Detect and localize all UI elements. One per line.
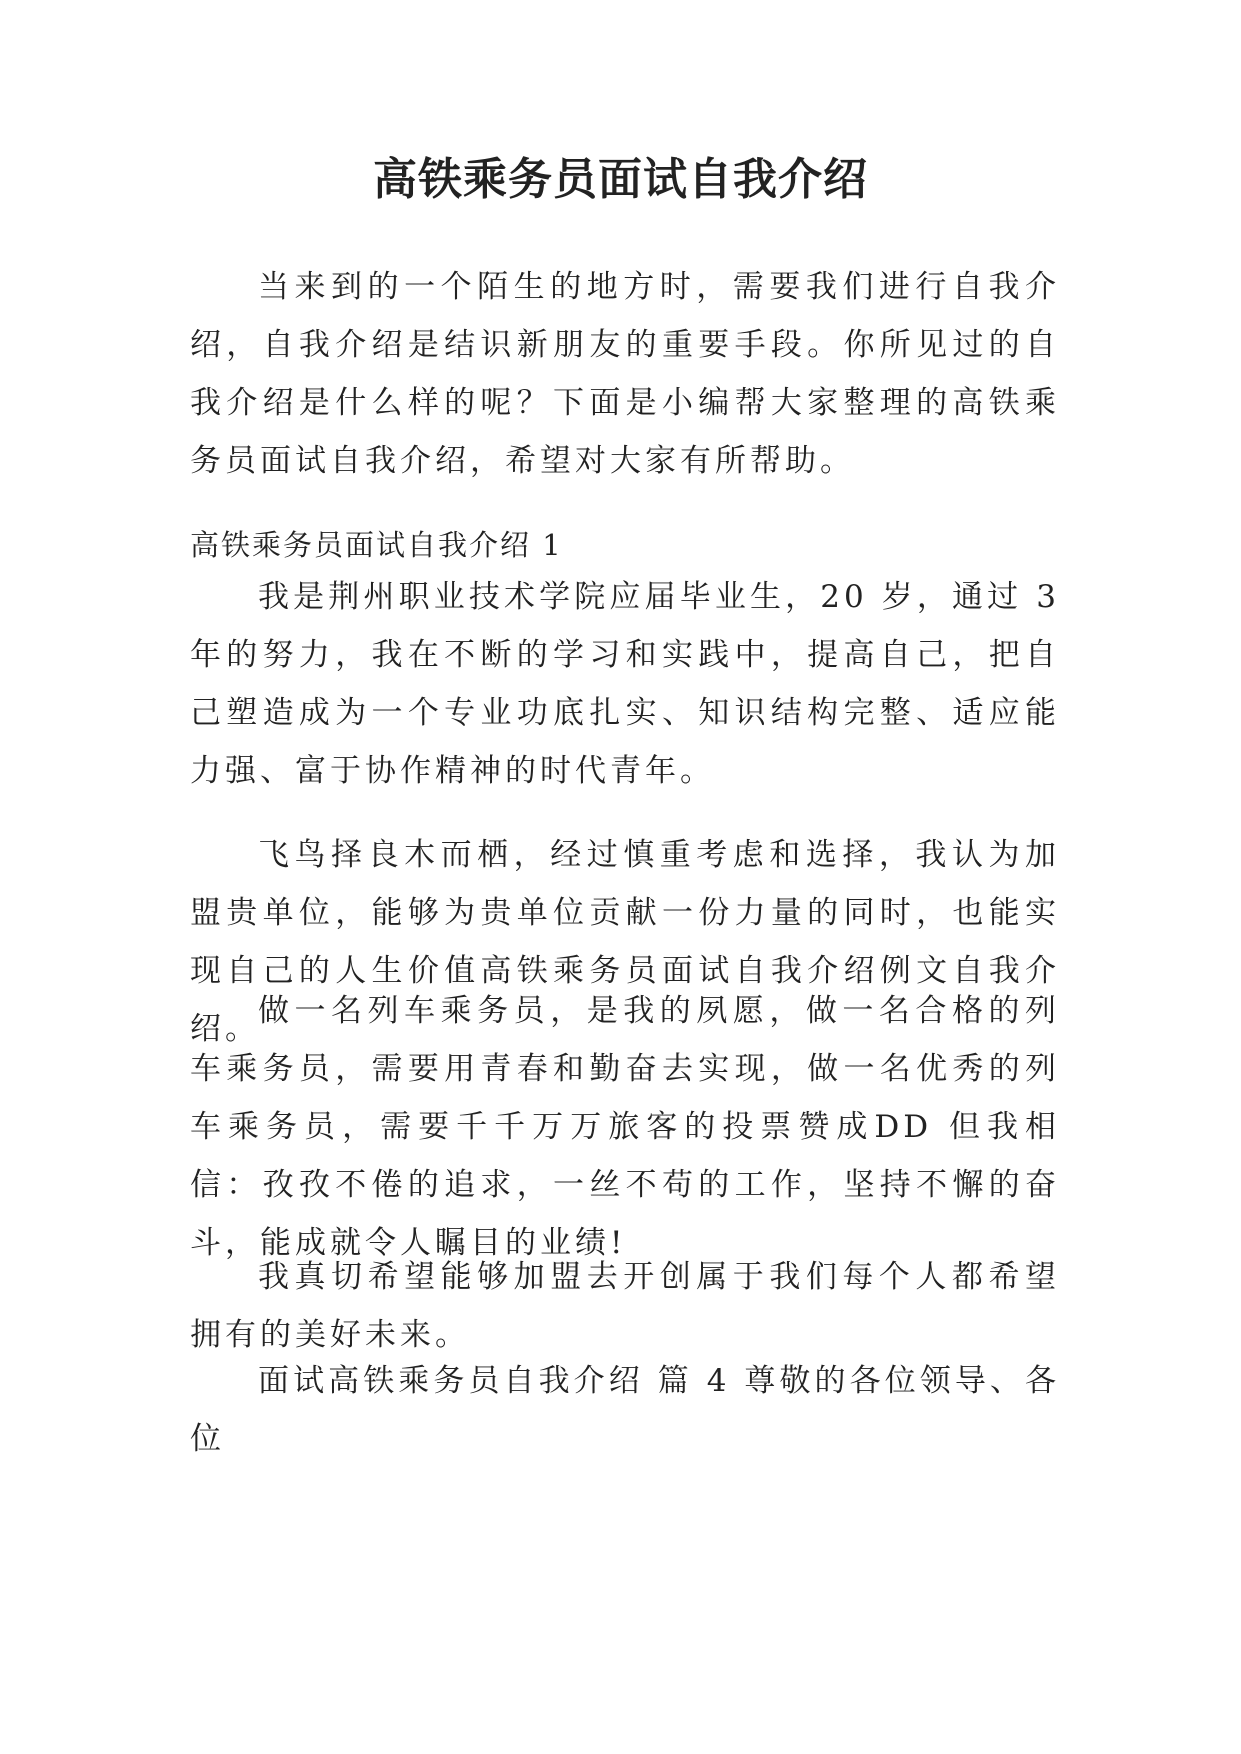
document-title: 高铁乘务员面试自我介绍: [373, 154, 868, 205]
paragraph-2: 飞鸟择良木而栖，经过慎重考虑和选择，我认为加盟贵单位，能够为贵单位贡献一份力量的同时，也能实现自己的人生价值高铁乘务员面试自我介绍例文自我介绍。: [190, 837, 1060, 1047]
paragraph-4: 我真切希望能够加盟去开创属于我们每个人都希望拥有的美好未来。: [190, 1259, 1060, 1353]
paragraph-5: 面试高铁乘务员自我介绍 篇 4 尊敬的各位领导、各位: [190, 1363, 1060, 1457]
intro-paragraph: 当来到的一个陌生的地方时，需要我们进行自我介绍，自我介绍是结识新朋友的重要手段。你所见过的自我介绍是什么样的呢？下面是小编帮大家整理的高铁乘务员面试自我介绍，希望对大家有所帮助。: [190, 269, 1060, 479]
paragraph-3: 做一名列车乘务员，是我的夙愿，做一名合格的列车乘务员，需要用青春和勤奋去实现，做一名优秀的列车乘务员，需要千千万万旅客的投票赞成DD 但我相信：孜孜不倦的追求，一丝不苟的工作，坚持不懈的奋斗，能成就令人瞩目的业绩!: [190, 993, 1060, 1261]
paragraph-1: 我是荆州职业技术学院应届毕业生，20 岁，通过 3 年的努力，我在不断的学习和实践中，提高自己，把自己塑造成为一个专业功底扎实、知识结构完整、适应能力强、富于协作精神的时代青年。: [190, 579, 1060, 789]
section-heading: 高铁乘务员面试自我介绍 1: [190, 528, 563, 562]
